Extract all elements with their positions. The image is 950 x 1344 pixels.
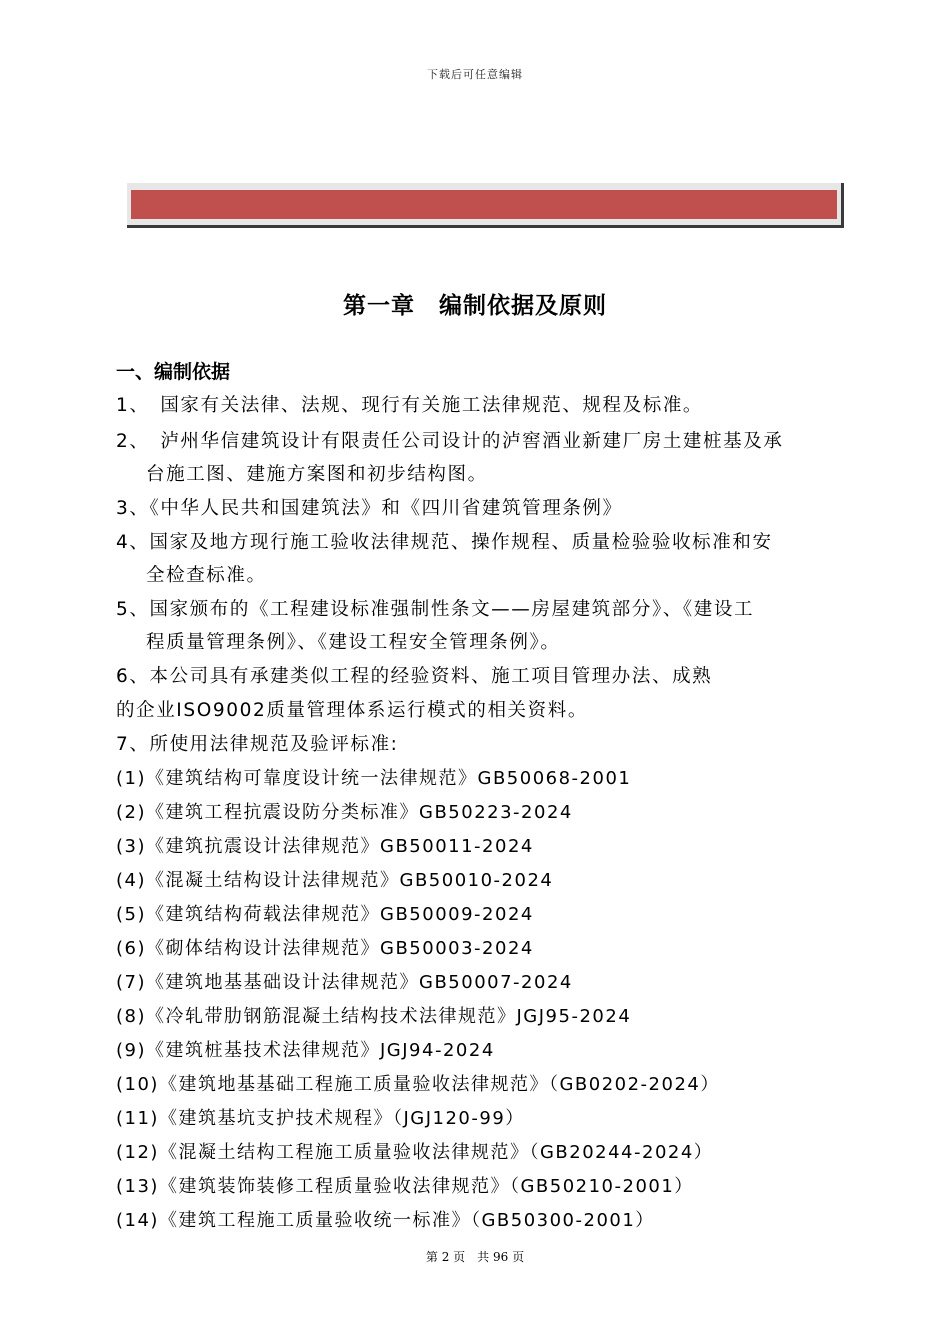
- reference-item: (3)《建筑抗震设计法律规范》GB50011-2024: [116, 836, 534, 857]
- basis-item-3: 3、《中华人民共和国建筑法》和《四川省建筑管理条例》: [116, 498, 623, 519]
- basis-item-7: 7、所使用法律规范及验评标准:: [116, 734, 399, 755]
- page-footer: 第 2 页 共 96 页: [425, 1250, 525, 1264]
- reference-item: (14)《建筑工程施工质量验收统一标准》（GB50300-2001）: [116, 1210, 655, 1231]
- chapter-banner-fill: [131, 190, 837, 219]
- reference-item: (2)《建筑工程抗震设防分类标准》GB50223-2024: [116, 802, 573, 823]
- reference-item: (13)《建筑装饰装修工程质量验收法律规范》（GB50210-2001）: [116, 1176, 694, 1197]
- basis-item-4-cont: 全检查标准。: [146, 565, 267, 586]
- chapter-banner: [127, 183, 844, 228]
- basis-item-6: 6、本公司具有承建类似工程的经验资料、施工项目管理办法、成熟: [116, 666, 713, 687]
- reference-item: (6)《砌体结构设计法律规范》GB50003-2024: [116, 938, 534, 959]
- reference-item: (11)《建筑基坑支护技术规程》（JGJ120-99）: [116, 1108, 525, 1129]
- reference-item: (10)《建筑地基基础工程施工质量验收法律规范》（GB0202-2024）: [116, 1074, 720, 1095]
- reference-item: (8)《冷轧带肋钢筋混凝土结构技术法律规范》JGJ95-2024: [116, 1006, 632, 1027]
- basis-item-1: 1、 国家有关法律、法规、现行有关施工法律规范、规程及标准。: [116, 395, 704, 416]
- basis-item-5-cont: 程质量管理条例》、《建设工程安全管理条例》。: [146, 632, 561, 653]
- reference-item: (4)《混凝土结构设计法律规范》GB50010-2024: [116, 870, 554, 891]
- basis-item-2-cont: 台施工图、建施方案图和初步结构图。: [146, 464, 488, 485]
- reference-item: (7)《建筑地基基础设计法律规范》GB50007-2024: [116, 972, 573, 993]
- chapter-title: 第一章 编制依据及原则: [343, 293, 607, 319]
- reference-item: (12)《混凝土结构工程施工质量验收法律规范》（GB20244-2024）: [116, 1142, 714, 1163]
- basis-item-5: 5、国家颁布的《工程建设标准强制性条文——房屋建筑部分》、《建设工: [116, 599, 755, 620]
- basis-item-2: 2、 泸州华信建筑设计有限责任公司设计的泸窖酒业新建厂房土建桩基及承: [116, 431, 784, 452]
- reference-item: (5)《建筑结构荷载法律规范》GB50009-2024: [116, 904, 534, 925]
- reference-item: (1)《建筑结构可靠度设计统一法律规范》GB50068-2001: [116, 768, 632, 789]
- header-note: 下载后可任意编辑: [427, 68, 523, 81]
- basis-item-4: 4、国家及地方现行施工验收法律规范、操作规程、质量检验验收标准和安: [116, 532, 773, 553]
- section-heading: 一、编制依据: [116, 361, 231, 383]
- basis-item-6-cont: 的企业ISO9002质量管理体系运行模式的相关资料。: [116, 700, 588, 721]
- reference-item: (9)《建筑桩基技术法律规范》JGJ94-2024: [116, 1040, 495, 1061]
